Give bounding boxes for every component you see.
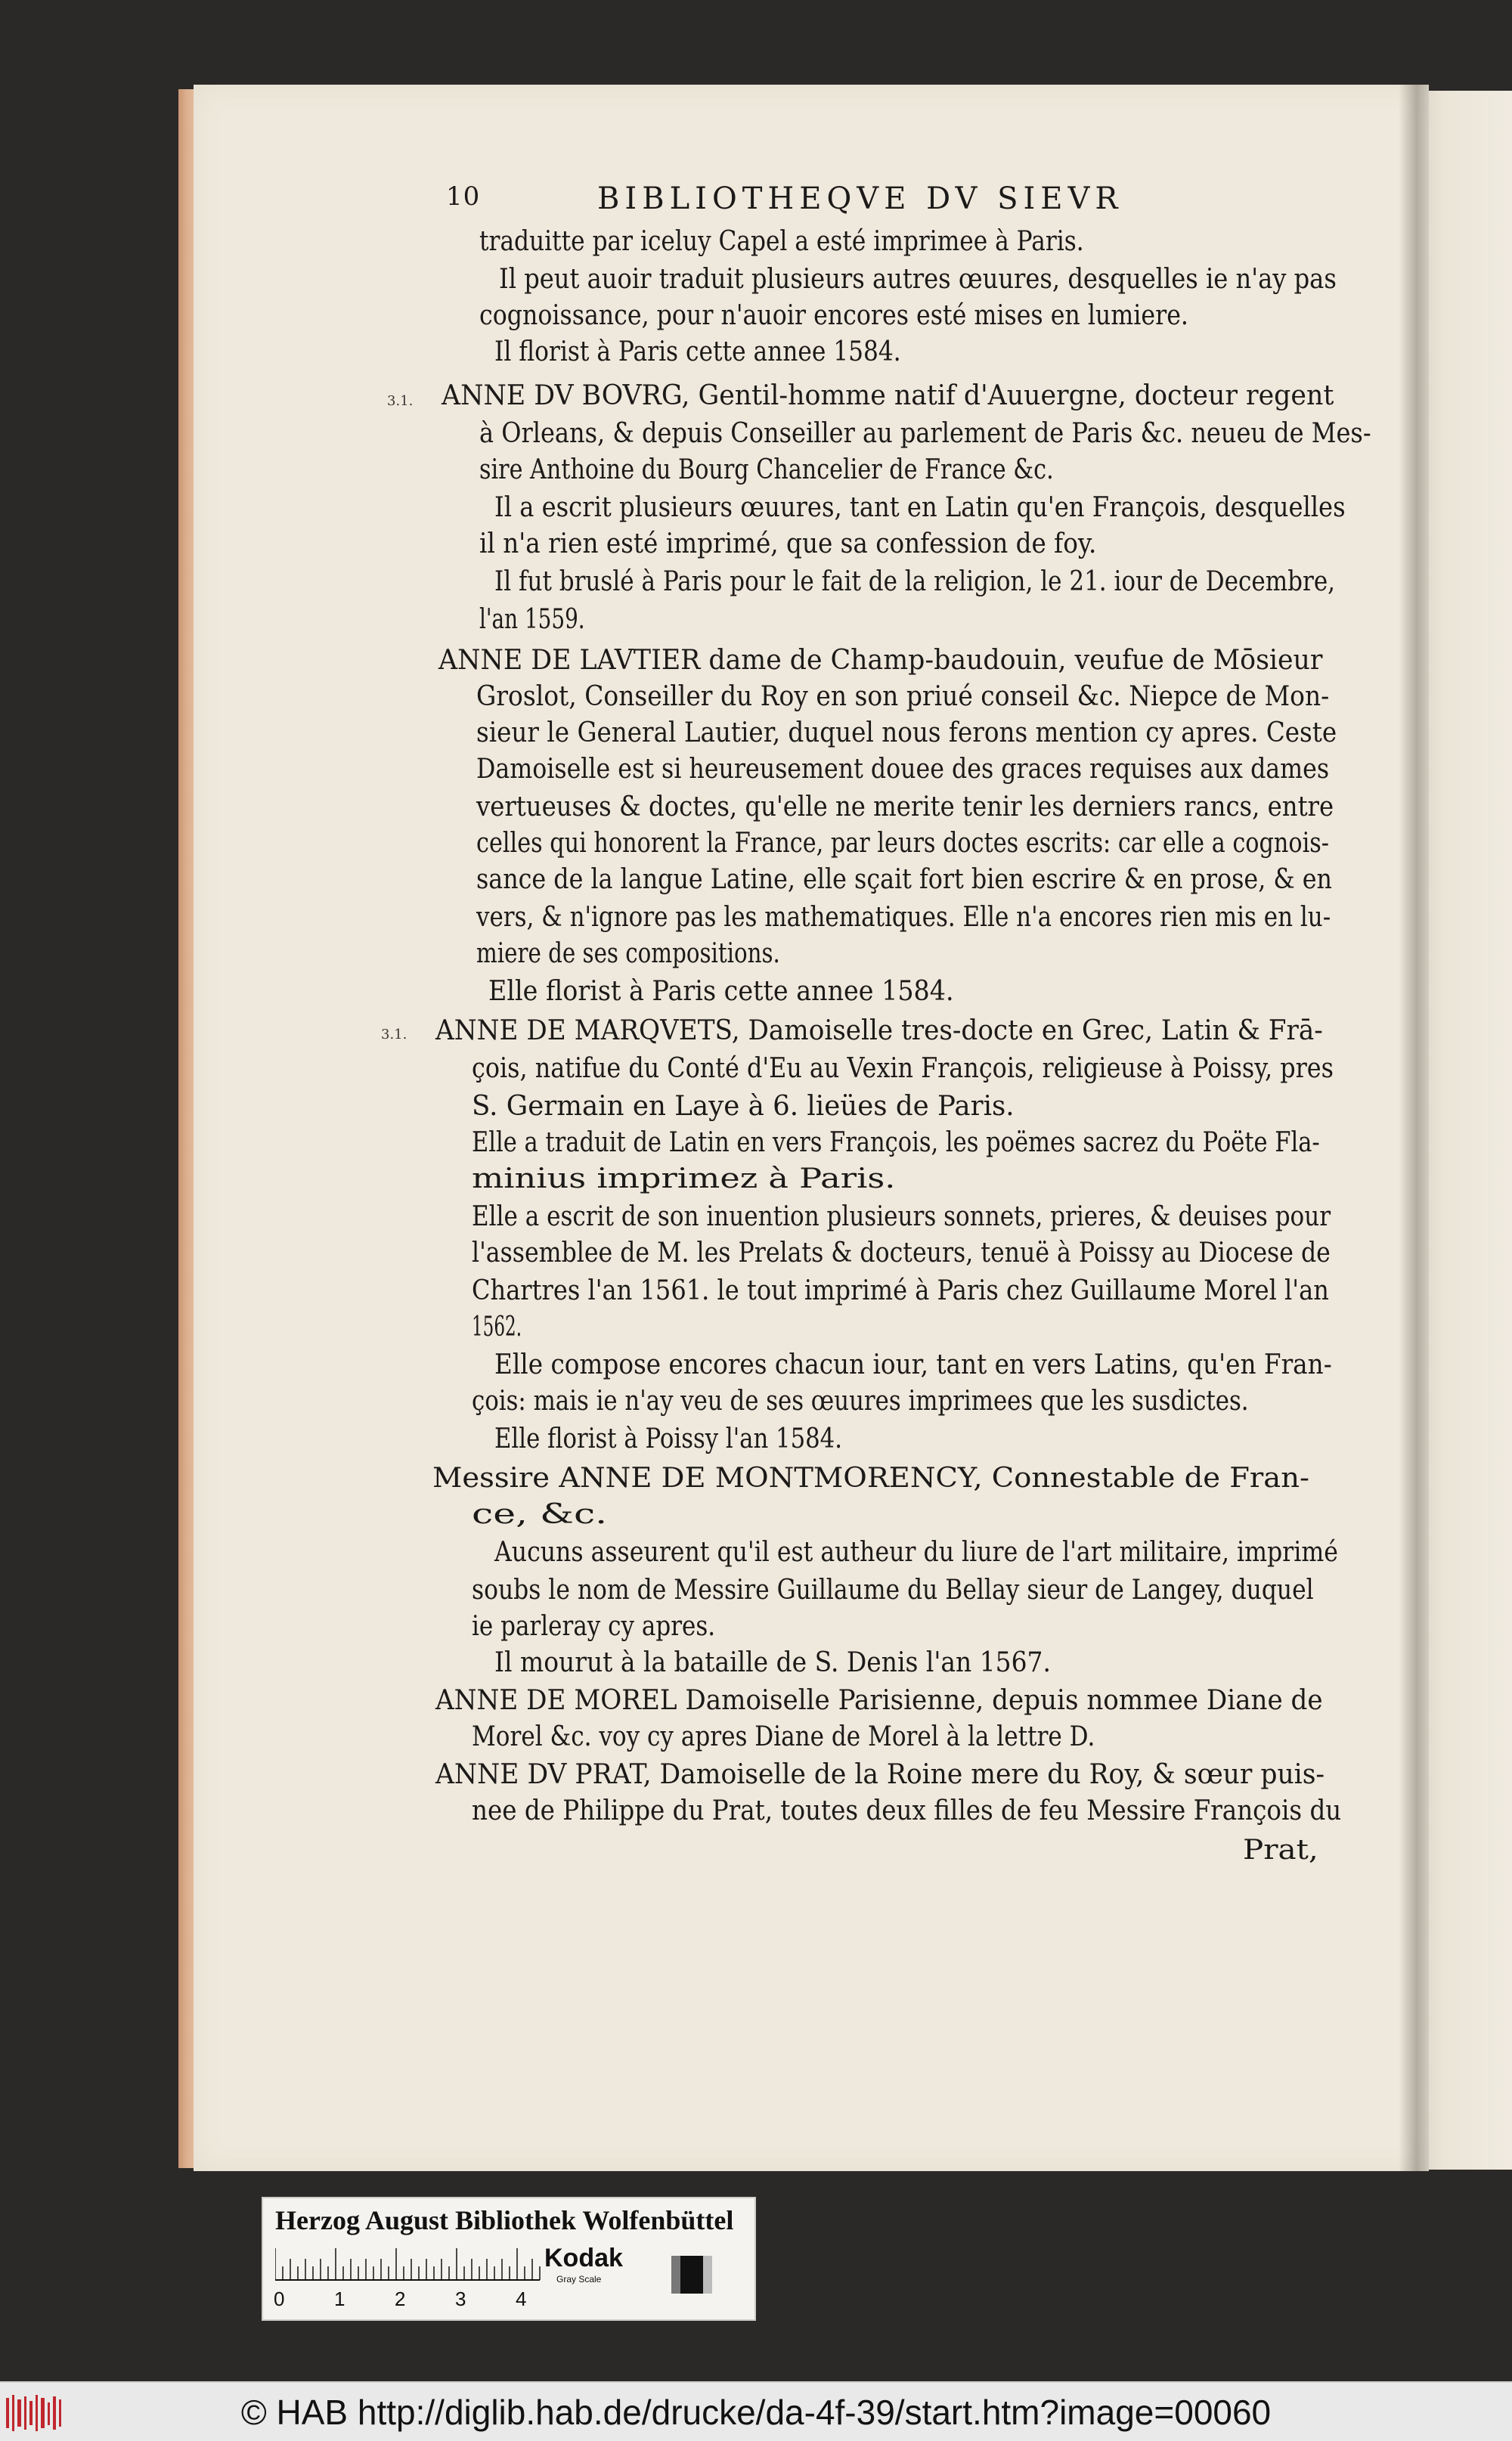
scale-label: 4: [516, 2288, 527, 2310]
text-line: ANNE DV BOVRG, Gentil-homme natif d'Auuergne, docteur regent: [442, 380, 1334, 411]
light-swatch: [703, 2256, 712, 2294]
text-line: l'an 1559.: [479, 604, 585, 635]
text-line: l'assemblee de M. les Prelats & docteurs, tenuë à Poissy au Diocese de: [472, 1238, 1331, 1269]
text-line: çois: mais ie n'ay veu de ses œuures imprimees que les susdictes.: [472, 1386, 1249, 1417]
text-line: Il fut bruslé à Paris pour le fait de la religion, le 21. iour de Decembre,: [494, 566, 1336, 597]
text-line: 1562.: [472, 1312, 522, 1343]
text-line: Damoiselle est si heureusement douee des graces requises aux dames: [476, 754, 1330, 785]
text-line: ANNE DE MARQVETS, Damoiselle tres-docte en Grec, Latin & Frā-: [435, 1015, 1323, 1046]
text-line: sance de la langue Latine, elle sçait fort bien escrire & en prose, & en: [476, 864, 1332, 895]
copyright-url[interactable]: © HAB http://diglib.hab.de/drucke/da-4f-39/start.htm?image=00060: [240, 2393, 1272, 2432]
text-line: Groslot, Conseiller du Roy en son priué conseil &c. Niepce de Mon-: [476, 681, 1330, 712]
text-line: vers, & n'ignore pas les mathematiques. Elle n'a encores rien mis en lu-: [476, 902, 1331, 933]
text-line: ANNE DV PRAT, Damoiselle de la Roine mere du Roy, & sœur puis-: [435, 1759, 1325, 1790]
text-line: Il peut auoir traduit plusieurs autres œuures, desquelles ie n'ay pas: [499, 264, 1337, 295]
text-line: çois, natifue du Conté d'Eu au Vexin François, religieuse à Poissy, pres: [472, 1053, 1334, 1084]
text-line: sieur le General Lautier, duquel nous ferons mention cy apres. Ceste: [476, 717, 1337, 748]
text-line: il n'a rien esté imprimé, que sa confession de foy.: [479, 528, 1097, 559]
gutter-shadow: [1399, 85, 1429, 2171]
text-line: cognoissance, pour n'auoir encores esté mises en lumiere.: [479, 300, 1188, 331]
margin-note: 3.1.: [381, 1027, 407, 1042]
text-line: vertueuses & doctes, qu'elle ne merite tenir les derniers rancs, entre: [476, 791, 1334, 822]
margin-note: 3.1.: [387, 393, 414, 409]
text-line: ANNE DE MOREL Damoiselle Parisienne, depuis nommee Diane de: [435, 1685, 1323, 1716]
text-line: celles qui honorent la France, par leurs doctes escrits: car elle a cognois-: [476, 828, 1330, 859]
gray-swatch: [671, 2256, 680, 2294]
status-bar: [0, 2381, 1512, 2441]
text-line: minius imprimez à Paris.: [472, 1163, 896, 1194]
text-line: à Orleans, & depuis Conseiller au parlement de Paris &c. neueu de Mes-: [479, 418, 1371, 449]
black-swatch: [680, 2256, 703, 2294]
text-line: soubs le nom de Messire Guillaume du Bellay sieur de Langey, duquel: [472, 1575, 1314, 1606]
scale-label: 1: [334, 2288, 345, 2310]
text-line: Il florist à Paris cette annee 1584.: [494, 336, 901, 367]
text-line: Messire ANNE DE MONTMORENCY, Connestable de Fran-: [432, 1463, 1309, 1494]
scale-label: 2: [395, 2288, 406, 2310]
text-line: nee de Philippe du Prat, toutes deux filles de feu Messire François du: [472, 1795, 1342, 1826]
text-line: Il a escrit plusieurs œuures, tant en Latin qu'en François, desquelles: [494, 492, 1346, 523]
text-line: Elle florist à Paris cette annee 1584.: [488, 976, 954, 1007]
folio-number: 10: [446, 181, 481, 212]
text-line: ce, &c.: [472, 1499, 608, 1530]
text-line: traduitte par iceluy Capel a esté imprimee à Paris.: [479, 226, 1084, 257]
scale-label: 3: [455, 2288, 466, 2310]
text-line: Morel &c. voy cy apres Diane de Morel à la lettre D.: [472, 1721, 1095, 1752]
institution-name: Herzog August Bibliothek Wolfenbüttel: [275, 2205, 734, 2235]
text-line: Il mourut à la bataille de S. Denis l'an 1567.: [494, 1647, 1051, 1678]
text-line: ie parleray cy apres.: [472, 1611, 716, 1642]
kodak-sub-text: Gray Scale: [556, 2274, 602, 2285]
text-line: Elle compose encores chacun iour, tant en vers Latins, qu'en Fran-: [494, 1349, 1332, 1380]
running-title: BIBLIOTHEQVE DV SIEVR: [597, 181, 1123, 216]
text-line: Elle florist à Poissy l'an 1584.: [494, 1423, 842, 1454]
scale-label: 0: [274, 2288, 285, 2310]
text-line: Elle a traduit de Latin en vers François, les poëmes sacrez du Poëte Fla-: [472, 1127, 1320, 1158]
text-line: S. Germain en Laye à 6. lieües de Paris.: [472, 1091, 1015, 1122]
text-line: Chartres l'an 1561. le tout imprimé à Paris chez Guillaume Morel l'an: [472, 1275, 1329, 1306]
text-line: Prat,: [1243, 1835, 1318, 1866]
text-line: sire Anthoine du Bourg Chancelier de France &c.: [479, 454, 1054, 485]
text-line: Elle a escrit de son inuention plusieurs sonnets, prieres, & deuises pour: [472, 1201, 1331, 1232]
text-line: miere de ses compositions.: [476, 938, 780, 969]
text-line: ANNE DE LAVTIER dame de Champ-baudouin, veufue de Mōsieur: [438, 645, 1323, 676]
kodak-logo-text: Kodak: [544, 2244, 623, 2272]
running-head: [446, 181, 1202, 227]
color-reference-card: [262, 2197, 756, 2321]
text-line: Aucuns asseurent qu'il est autheur du liure de l'art militaire, imprimé: [494, 1537, 1338, 1568]
